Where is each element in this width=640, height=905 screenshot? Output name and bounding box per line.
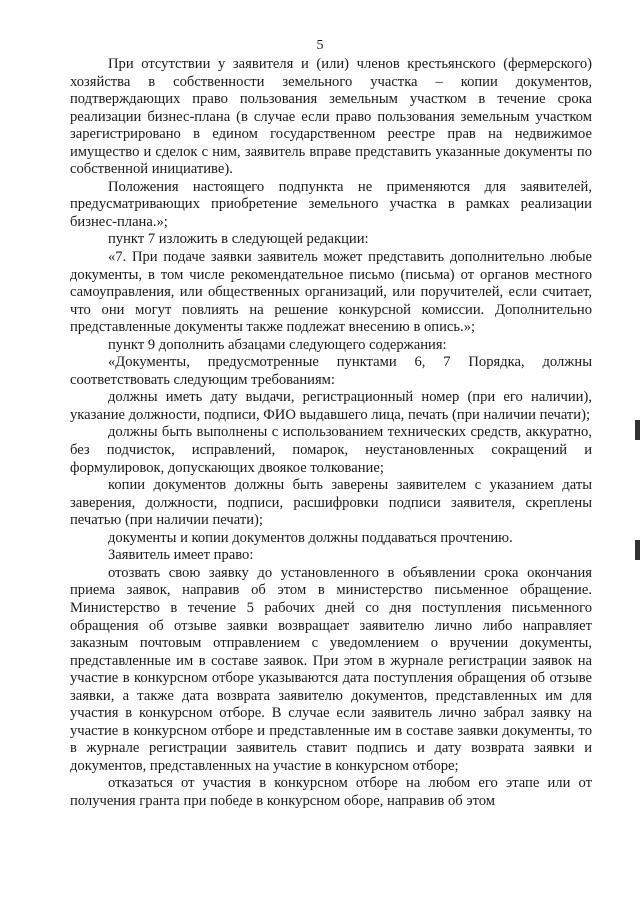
paragraph-withdraw-application: отозвать свою заявку до установленного в объявлении срока окончания приема заявок, направив об этом в министерство письменное обращение. Министерство в течение 5 рабочих дней со дня поступления письменного обращения об отзыве заявки возвращает заявителю лично либо направляет заказным почтовым отправлением с уведомлением о вручении документы, представленные им в составе заявок. При этом в журнале регистрации заявок на участие в конкурсном отборе указываются дата поступления обращения об отзыве заявки, а также дата возврата заявителю документов, представленных им для участия в конкурсном отборе. В случае если заявитель лично забрал заявку на участие в конкурсном отборе и представленные им в составе заявки документы, то в журнале регистрации заявитель ставит подпись и дату возврата заявки и документов, представленных на участие в конкурсном отборе; — [70, 564, 592, 774]
paragraph-applicant-rights: Заявитель имеет право: — [108, 547, 254, 564]
paragraph-requirement-readable: документы и копии документов должны поддаваться прочтению. — [108, 529, 513, 546]
page-number: 5 — [316, 38, 324, 53]
scan-edge-mark — [635, 420, 640, 440]
paragraph-requirement-date: должны иметь дату выдачи, регистрационный номер (при его наличии), указание должности, подписи, ФИО выдавшего лица, печать (при наличии печати); — [70, 389, 592, 423]
paragraph-provisions-not-applied: Положения настоящего подпункта не применяются для заявителей, предусматривающих приобретение земельного участка в рамках реализации бизнес-плана.»; — [70, 178, 592, 230]
document-body — [70, 56, 592, 811]
paragraph-refuse-participation: отказаться от участия в конкурсном отборе на любом его этапе или от получения гранта при победе в конкурсном оборе, направив об этом — [70, 775, 592, 809]
paragraph-requirement-copies: копии документов должны быть заверены заявителем с указанием даты заверения, должности, подписи, расшифровки подписи заявителя, скреплены печатью (при наличии печати); — [70, 477, 592, 529]
paragraph-requirement-technical: должны быть выполнены с использованием технических средств, аккуратно, без подчисток, исправлений, помарок, неустановленных сокращений и формулировок, допускающих двоякое толкование; — [70, 424, 592, 476]
paragraph-land-documents: При отсутствии у заявителя и (или) членов крестьянского (фермерского) хозяйства в собственности земельного участка – копии документов, подтверждающих право пользования земельным участком в течение срока реализации бизнес-плана (в случае если право пользования земельным участком зарегистрировано в едином государственном реестре прав на недвижимое имущество и сделок с ним, заявитель вправе представить указанные документы по собственной инициативе). — [70, 56, 592, 178]
paragraph-item-7-intro: пункт 7 изложить в следующей редакции: — [108, 231, 369, 248]
scan-edge-mark — [635, 540, 640, 560]
paragraph-item-9-intro: пункт 9 дополнить абзацами следующего содержания: — [108, 336, 447, 353]
paragraph-document-requirements: «Документы, предусмотренные пунктами 6, 7 Порядка, должны соответствовать следующим требованиям: — [70, 354, 592, 388]
paragraph-item-7-text: «7. При подаче заявки заявитель может представить дополнительно любые документы, в том числе рекомендательное письмо (письма) от органов местного самоуправления, или общественных организаций, или поручителей, если считает, что они могут повлиять на решение конкурсной комиссии. Дополнительно представленные документы также подлежат внесению в опись.»; — [70, 249, 592, 336]
